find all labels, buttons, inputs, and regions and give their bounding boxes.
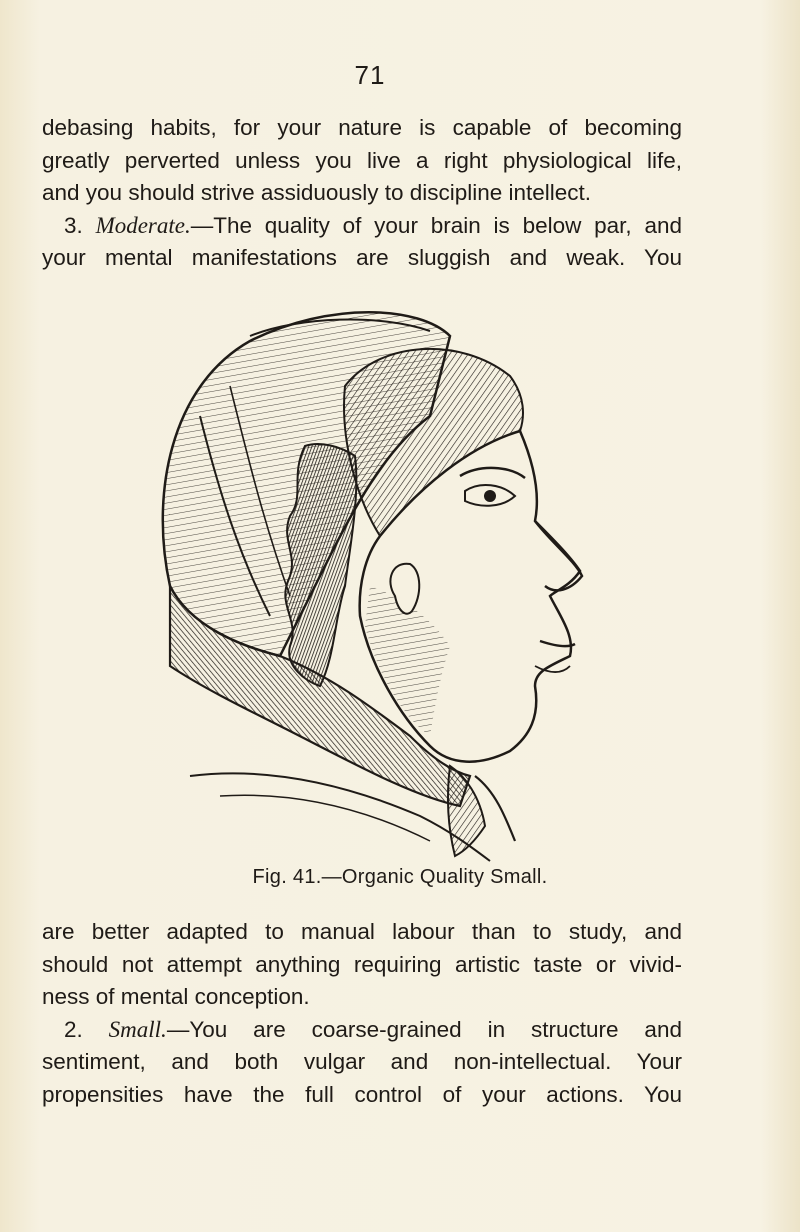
section-text: —The quality of your brain is below par, and [190,212,682,238]
text-line: and you should strive assiduously to discipline intellect. [42,180,592,206]
collar-line [220,795,430,841]
section-number: 3. [64,212,83,238]
text-line: ness of mental conception. [42,984,310,1010]
section-number: 2. [64,1016,83,1042]
section-heading-moderate: Moderate. [95,212,191,238]
text-line: debasing habits, for your nature is capable of becoming [42,115,682,140]
section-heading-small: Small. [108,1016,167,1042]
pupil [484,490,496,502]
text-line: are better adapted to manual labour than to study, and [42,919,682,944]
text-line: greatly perverted unless you live a right physiological life, [42,147,682,173]
section-heading-line [42,210,682,243]
page-number: 71 [354,60,386,90]
section-heading-line [42,1014,682,1047]
text-line: your mental manifestations are sluggish and weak. You [42,245,682,271]
text-line: should not attempt anything requiring artistic taste or vivid- [42,951,682,977]
text-line: sentiment, and both vulgar and non-intellectual. Your [42,1049,682,1075]
bottom-paragraph [42,916,682,1112]
figure-caption: Fig. 41.—Organic Quality Small. [252,866,548,888]
section-text: —You are coarse-grained in structure and [166,1016,682,1042]
text-line: propensities have the full control of your actions. You [42,1081,682,1107]
top-paragraph [42,112,682,275]
figure-illustration [130,296,600,866]
portrait-engraving [130,296,600,866]
